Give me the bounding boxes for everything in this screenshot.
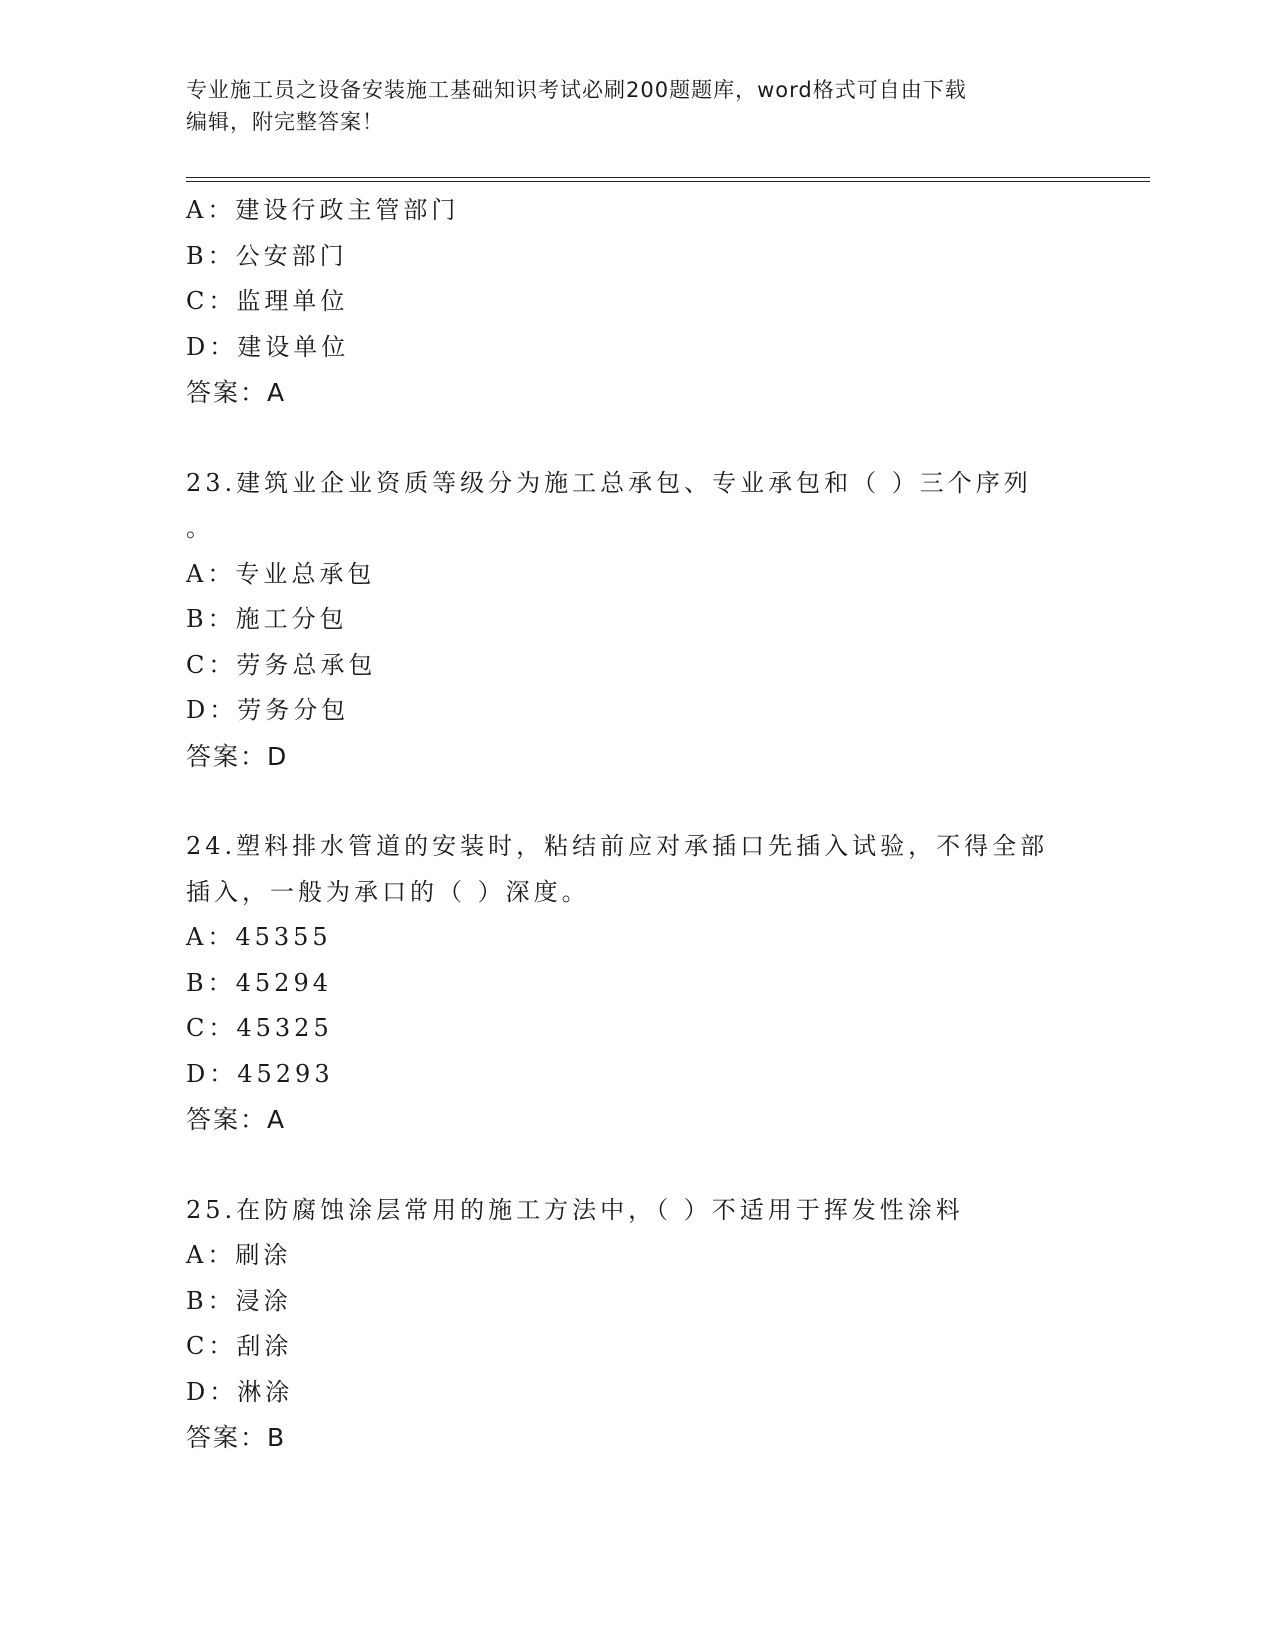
header-title-line2: 编辑，附完整答案！ bbox=[186, 110, 384, 134]
question-stem-line1: 24.塑料排水管道的安装时，粘结前应对承插口先插入试验，不得全部 bbox=[186, 832, 1049, 860]
document-header bbox=[186, 74, 1066, 138]
question-stem-line1: 25.在防腐蚀涂层常用的施工方法中，（ ）不适用于挥发性涂料 bbox=[186, 1195, 964, 1224]
option-c: C：劳务总承包 bbox=[186, 650, 377, 679]
option-b: B：45294 bbox=[186, 968, 332, 997]
question-spacer bbox=[186, 416, 1086, 461]
question-23 bbox=[186, 461, 1086, 780]
question-stem-line2: 插入，一般为承口的（ ）深度。 bbox=[186, 877, 590, 906]
question-22 bbox=[186, 188, 1086, 416]
option-d: D：淋涂 bbox=[186, 1377, 294, 1406]
question-stem-line2: 。 bbox=[186, 514, 214, 542]
option-c: C：刮涂 bbox=[186, 1332, 293, 1360]
option-c: C：监理单位 bbox=[186, 287, 349, 315]
question-stem-line1: 23.建筑业企业资质等级分为施工总承包、专业承包和（ ）三个序列 bbox=[186, 468, 1032, 497]
question-list bbox=[186, 188, 1086, 1461]
answer-line: 答案：A bbox=[186, 378, 287, 407]
question-25 bbox=[186, 1188, 1086, 1461]
option-d: D：建设单位 bbox=[186, 332, 350, 361]
option-d: D：45293 bbox=[186, 1059, 334, 1088]
option-b: B：浸涂 bbox=[186, 1286, 292, 1315]
question-spacer bbox=[186, 1143, 1086, 1188]
answer-line: 答案：A bbox=[186, 1105, 287, 1134]
option-b: B：公安部门 bbox=[186, 241, 348, 270]
option-d: D：劳务分包 bbox=[186, 696, 350, 724]
option-a: A：专业总承包 bbox=[186, 559, 376, 588]
option-b: B：施工分包 bbox=[186, 605, 348, 633]
option-c: C：45325 bbox=[186, 1014, 333, 1042]
option-a: A：45355 bbox=[186, 923, 332, 951]
answer-line: 答案：B bbox=[186, 1423, 287, 1452]
option-a: A：刷涂 bbox=[186, 1241, 292, 1269]
answer-line: 答案：D bbox=[186, 741, 289, 771]
question-spacer bbox=[186, 779, 1086, 824]
header-divider-bottom bbox=[186, 181, 1150, 182]
option-a: A：建设行政主管部门 bbox=[186, 196, 460, 224]
header-divider-top bbox=[186, 177, 1150, 178]
header-title-line1: 专业施工员之设备安装施工基础知识考试必刷200题题库，word格式可自由下载 bbox=[186, 78, 967, 102]
question-24 bbox=[186, 824, 1086, 1143]
